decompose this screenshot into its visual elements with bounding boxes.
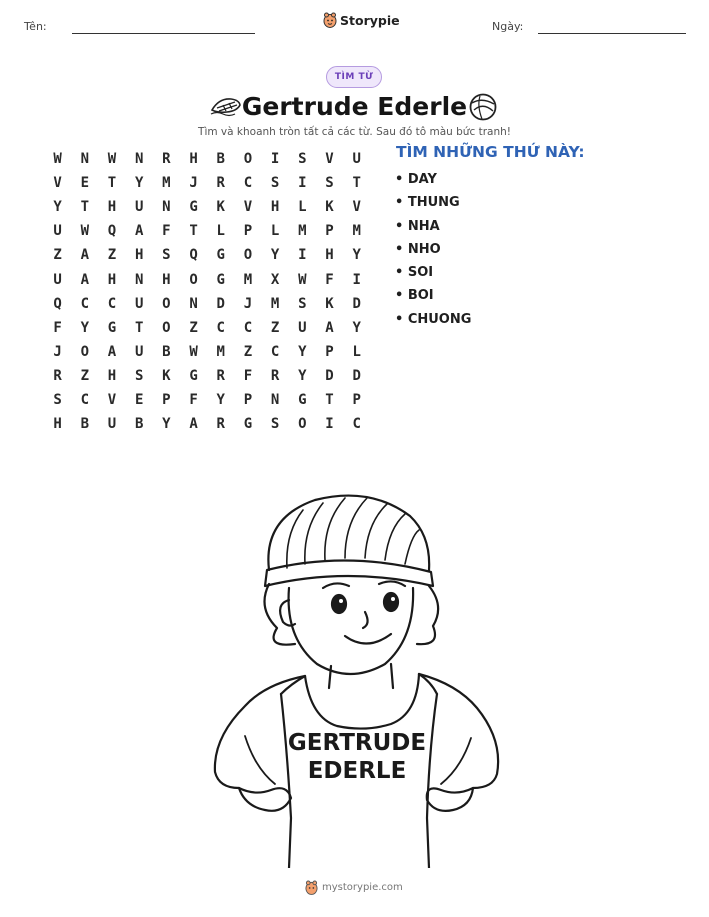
grid-letter[interactable]: Y xyxy=(53,199,62,216)
word-list xyxy=(395,170,471,333)
grid-letter[interactable]: T xyxy=(134,319,144,336)
grid-letter[interactable]: D xyxy=(352,295,361,312)
storypie-logo-icon xyxy=(305,880,318,895)
grid-letter[interactable]: O xyxy=(189,271,198,288)
grid-letter[interactable]: H xyxy=(134,247,144,264)
date-label: Ngày: xyxy=(492,20,524,33)
grid-letter[interactable]: U xyxy=(134,199,144,216)
grid-letter[interactable]: Z xyxy=(189,319,198,336)
grid-letter[interactable]: D xyxy=(325,367,334,384)
grid-letter[interactable]: N xyxy=(189,295,198,312)
grid-letter[interactable]: M xyxy=(243,271,253,288)
grid-letter[interactable]: I xyxy=(298,247,307,264)
word-item: • NHA xyxy=(395,218,440,234)
brand-name: Storypie xyxy=(340,12,400,28)
word-item: • NHO xyxy=(395,241,441,257)
grid-letter[interactable]: X xyxy=(270,271,280,288)
grid-letter[interactable]: Z xyxy=(53,247,62,264)
grid-letter[interactable]: R xyxy=(53,367,62,384)
grid-letter[interactable]: M xyxy=(352,223,361,240)
grid-letter[interactable]: B xyxy=(134,416,144,433)
grid-letter[interactable]: F xyxy=(189,391,198,408)
grid-letter[interactable]: A xyxy=(107,343,117,360)
grid-letter[interactable]: U xyxy=(107,416,117,433)
grid-letter[interactable]: R xyxy=(162,151,171,168)
grid-letter[interactable]: G xyxy=(189,367,198,384)
grid-letter[interactable]: K xyxy=(325,199,334,216)
footer-url[interactable]: mystorypie.com xyxy=(322,882,403,893)
grid-letter[interactable]: H xyxy=(189,151,198,168)
grid-letter[interactable]: P xyxy=(325,343,334,360)
grid-letter[interactable]: J xyxy=(189,175,198,192)
grid-letter[interactable]: G xyxy=(216,247,225,264)
grid-letter[interactable]: W xyxy=(189,343,198,360)
grid-letter[interactable]: S xyxy=(270,175,280,192)
name-line[interactable] xyxy=(72,33,255,34)
grid-letter[interactable]: Y xyxy=(80,319,89,336)
grid-letter[interactable]: C xyxy=(243,175,253,192)
grid-letter[interactable]: H xyxy=(107,367,117,384)
grid-letter[interactable]: U xyxy=(298,319,307,336)
grid-letter[interactable]: R xyxy=(216,367,225,384)
grid-letter[interactable]: Z xyxy=(243,343,253,360)
grid-letter[interactable]: N xyxy=(162,199,171,216)
grid-letter[interactable]: F xyxy=(243,367,253,384)
grid-letter[interactable]: O xyxy=(298,416,307,433)
activity-badge: TÌM TỪ xyxy=(326,66,382,88)
grid-letter[interactable]: S xyxy=(162,247,171,264)
grid-letter[interactable]: O xyxy=(162,319,171,336)
grid-letter[interactable]: A xyxy=(80,247,89,264)
grid-letter[interactable]: K xyxy=(325,295,334,312)
grid-letter[interactable]: S xyxy=(298,295,307,312)
grid-letter[interactable]: S xyxy=(134,367,144,384)
grid-letter[interactable]: V xyxy=(352,199,361,216)
grid-letter[interactable]: D xyxy=(216,295,225,312)
word-list-heading: TÌM NHỮNG THỨ NÀY: xyxy=(396,143,585,161)
grid-letter[interactable]: D xyxy=(352,367,361,384)
grid-letter[interactable]: Y xyxy=(216,391,225,408)
grid-letter[interactable]: Y xyxy=(162,416,171,433)
grid-letter[interactable]: B xyxy=(80,416,89,433)
grid-letter[interactable]: S xyxy=(53,391,62,408)
word-item: • THUNG xyxy=(395,195,460,211)
grid-letter[interactable]: Q xyxy=(107,223,117,240)
grid-letter[interactable]: L xyxy=(216,223,225,240)
grid-letter[interactable]: N xyxy=(270,391,280,408)
grid-letter[interactable]: G xyxy=(243,416,253,433)
grid-letter[interactable]: I xyxy=(325,416,334,433)
grid-letter[interactable]: O xyxy=(243,151,253,168)
grid-letter[interactable]: L xyxy=(352,343,361,360)
grid-letter[interactable]: O xyxy=(162,295,171,312)
grid-letter[interactable]: U xyxy=(352,151,361,168)
grid-letter[interactable]: W xyxy=(53,151,62,168)
grid-letter[interactable]: Z xyxy=(270,319,280,336)
word-item: • SOI xyxy=(395,265,434,281)
grid-letter[interactable]: Y xyxy=(352,247,361,264)
grid-letter[interactable]: O xyxy=(243,247,253,264)
grid-letter[interactable]: F xyxy=(53,319,62,336)
grid-letter[interactable]: M xyxy=(298,223,307,240)
grid-letter[interactable]: P xyxy=(325,223,334,240)
grid-letter[interactable]: N xyxy=(134,151,144,168)
grid-letter[interactable]: W xyxy=(298,271,307,288)
grid-letter[interactable]: E xyxy=(134,391,144,408)
coloring-illustration xyxy=(205,488,505,868)
grid-letter[interactable]: U xyxy=(134,343,144,360)
grid-letter[interactable]: C xyxy=(107,295,117,312)
grid-letter[interactable]: J xyxy=(243,295,253,312)
grid-letter[interactable]: C xyxy=(80,391,89,408)
grid-letter[interactable]: N xyxy=(134,271,144,288)
grid-letter[interactable]: I xyxy=(298,175,307,192)
grid-letter[interactable]: Y xyxy=(134,175,144,192)
grid-letter[interactable]: A xyxy=(80,271,89,288)
grid-letter[interactable]: A xyxy=(189,416,198,433)
grid-letter[interactable]: Y xyxy=(298,343,307,360)
grid-letter[interactable]: C xyxy=(270,343,280,360)
grid-letter[interactable]: J xyxy=(53,343,62,360)
page-title: Gertrude Ederle xyxy=(241,92,468,121)
grid-letter[interactable]: Z xyxy=(107,247,117,264)
grid-letter[interactable]: E xyxy=(80,175,89,192)
grid-letter[interactable]: M xyxy=(270,295,280,312)
grid-letter[interactable]: W xyxy=(107,151,117,168)
name-label: Tên: xyxy=(24,20,47,33)
grid-letter[interactable]: M xyxy=(162,175,171,192)
grid-letter[interactable]: A xyxy=(325,319,334,336)
grid-letter[interactable]: M xyxy=(216,343,225,360)
grid-letter[interactable]: V xyxy=(243,199,253,216)
grid-letter[interactable]: I xyxy=(270,151,280,168)
grid-letter[interactable]: H xyxy=(53,416,62,433)
grid-letter[interactable]: Y xyxy=(298,367,307,384)
grid-letter[interactable]: V xyxy=(325,151,334,168)
grid-letter[interactable]: U xyxy=(134,295,144,312)
word-search-grid xyxy=(44,147,370,436)
grid-letter[interactable]: Q xyxy=(189,247,198,264)
grid-letter[interactable]: T xyxy=(80,199,89,216)
grid-letter[interactable]: F xyxy=(162,223,171,240)
grid-letter[interactable]: T xyxy=(189,223,198,240)
grid-letter[interactable]: K xyxy=(216,199,225,216)
grid-letter[interactable]: B xyxy=(162,343,171,360)
grid-letter[interactable]: L xyxy=(270,223,280,240)
grid-letter[interactable]: T xyxy=(107,175,117,192)
grid-letter[interactable]: C xyxy=(80,295,89,312)
date-line[interactable] xyxy=(538,33,686,34)
grid-letter[interactable]: P xyxy=(243,391,253,408)
grid-letter[interactable]: P xyxy=(162,391,171,408)
grid-letter[interactable]: H xyxy=(162,271,171,288)
word-item: • DAY xyxy=(395,172,437,187)
grid-letter[interactable]: S xyxy=(298,151,307,168)
grid-letter[interactable]: T xyxy=(325,391,334,408)
grid-letter[interactable]: U xyxy=(53,271,62,288)
grid-letter[interactable]: H xyxy=(325,247,334,264)
grid-letter[interactable]: B xyxy=(216,151,225,168)
grid-letter[interactable]: K xyxy=(162,367,171,384)
grid-letter[interactable]: G xyxy=(107,319,117,336)
word-item: • CHUONG xyxy=(395,311,472,327)
grid-letter[interactable]: O xyxy=(80,343,89,360)
grid-letter[interactable]: U xyxy=(53,223,62,240)
grid-letter[interactable]: H xyxy=(270,199,280,216)
instructions: Tìm và khoanh tròn tất cả các từ. Sau đó tô màu bức tranh! xyxy=(198,126,511,138)
grid-letter[interactable]: C xyxy=(216,319,225,336)
word-item: • BOI xyxy=(395,288,434,304)
grid-letter[interactable]: G xyxy=(298,391,307,408)
grid-letter[interactable]: A xyxy=(134,223,144,240)
grid-letter[interactable]: R xyxy=(216,416,225,433)
storypie-logo-icon xyxy=(323,12,337,28)
grid-letter[interactable]: F xyxy=(325,271,334,288)
grid-letter[interactable]: H xyxy=(107,199,117,216)
grid-letter[interactable]: G xyxy=(216,271,225,288)
swim-cap-icon xyxy=(468,92,498,122)
grid-letter[interactable]: V xyxy=(53,175,62,192)
grid-letter[interactable]: S xyxy=(325,175,334,192)
grid-letter[interactable]: R xyxy=(270,367,280,384)
grid-letter[interactable]: P xyxy=(243,223,253,240)
footer xyxy=(305,880,403,895)
grid-letter[interactable]: C xyxy=(352,416,361,433)
shirt-text-line2: EDERLE xyxy=(307,758,407,784)
grid-letter[interactable]: H xyxy=(107,271,117,288)
grid-letter[interactable]: L xyxy=(298,199,307,216)
grid-letter[interactable]: I xyxy=(352,271,361,288)
grid-letter[interactable]: W xyxy=(80,223,89,240)
grid-letter[interactable]: Z xyxy=(80,367,89,384)
grid-letter[interactable]: Y xyxy=(352,319,361,336)
grid-letter[interactable]: C xyxy=(243,319,253,336)
grid-letter[interactable]: R xyxy=(216,175,225,192)
brand-logo xyxy=(323,12,400,28)
grid-letter[interactable]: V xyxy=(107,391,117,408)
grid-letter[interactable]: S xyxy=(270,416,280,433)
grid-letter[interactable]: T xyxy=(352,175,361,192)
grid-letter[interactable]: G xyxy=(189,199,198,216)
grid-letter[interactable]: Q xyxy=(53,295,62,312)
grid-letter[interactable]: N xyxy=(80,151,89,168)
shirt-text-line1: GERTRUDE xyxy=(287,730,427,756)
grid-letter[interactable]: P xyxy=(352,391,361,408)
grid-letter[interactable]: Y xyxy=(270,247,280,264)
